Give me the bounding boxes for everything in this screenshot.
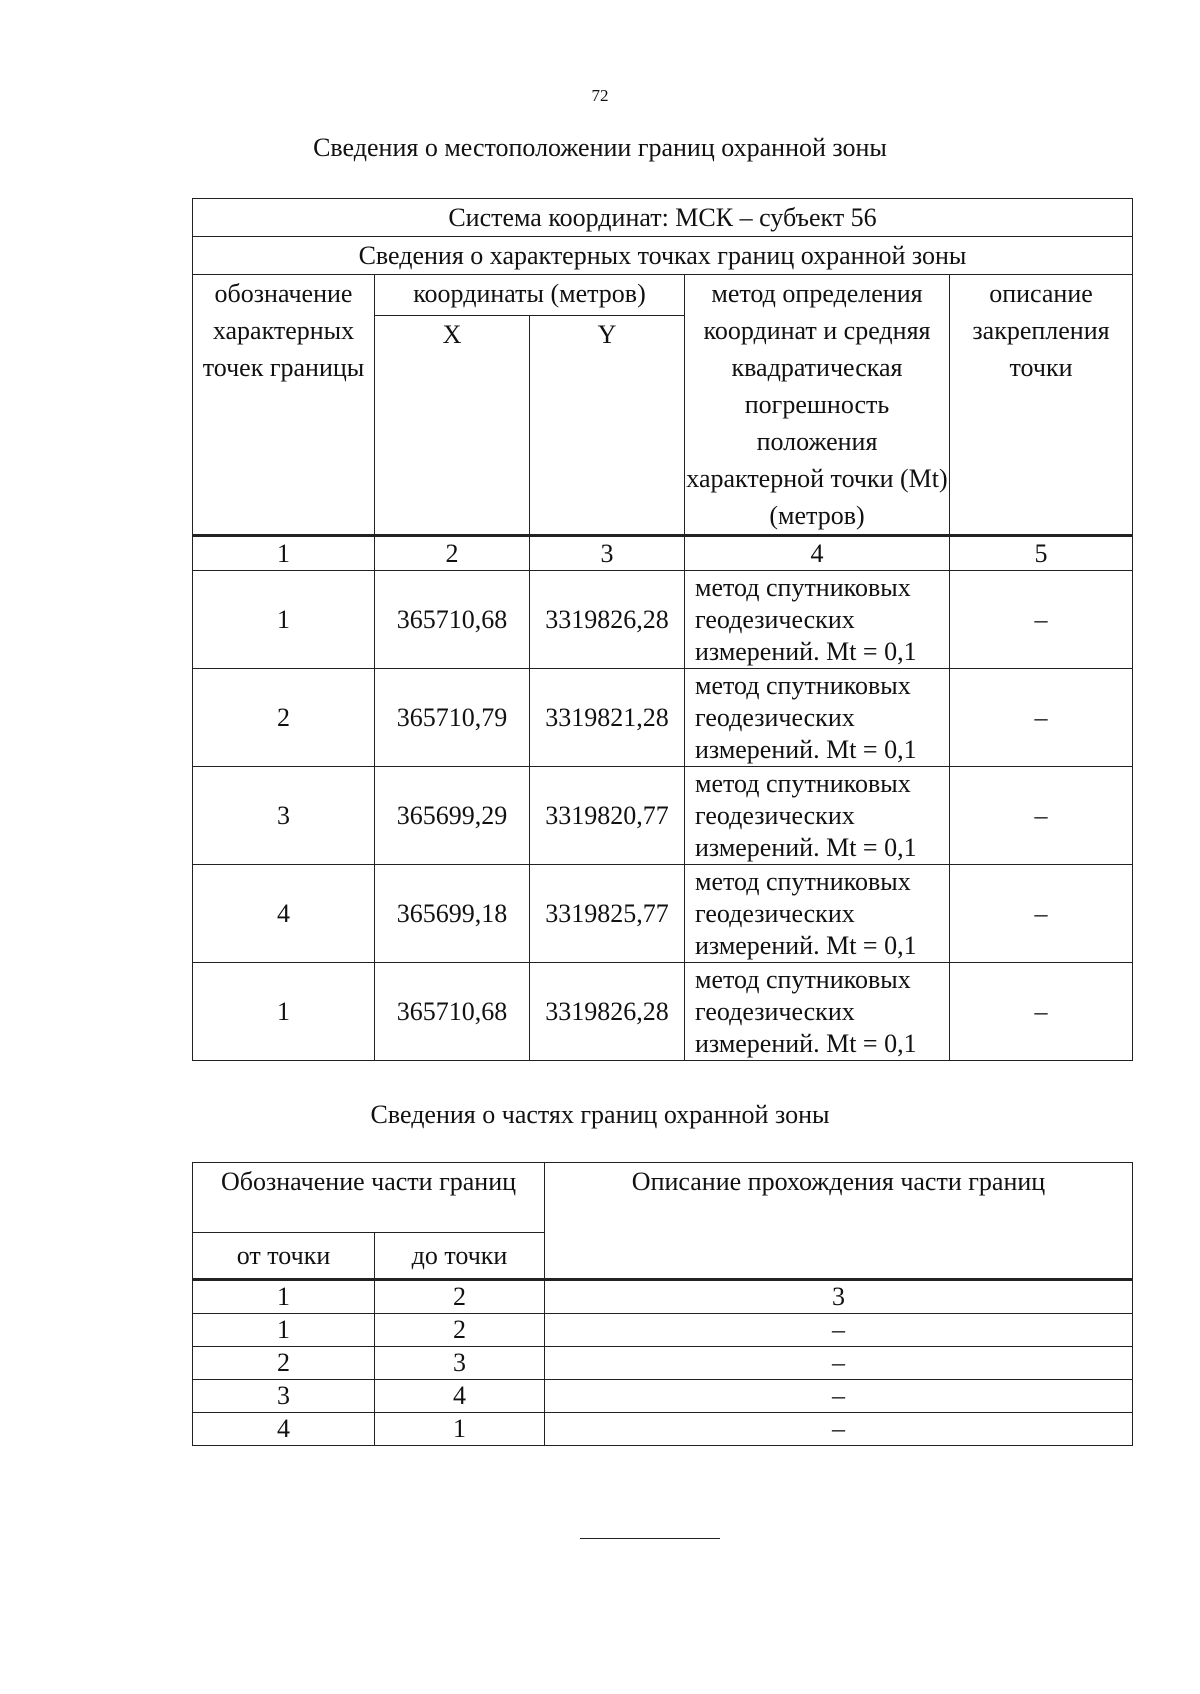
method-cell: метод спутниковых геодезических измерений. Mt = 0,1: [685, 963, 950, 1061]
end-divider: [580, 1538, 720, 1539]
col-number: 3: [545, 1280, 1133, 1314]
point-cell: 3: [193, 767, 375, 865]
col-header-method: метод определения координат и средняя квадратическая погрешность положения характерной точки (Mt) (метров): [685, 275, 950, 536]
table-row: [193, 1347, 1133, 1380]
table-row: [193, 767, 1133, 865]
point-cell: 1: [193, 963, 375, 1061]
section-heading-boundaries: Сведения о местоположении границ охранной зоны: [313, 133, 887, 162]
y-cell: 3319820,77: [530, 767, 685, 865]
page-number: 72: [591, 86, 609, 105]
from-cell: 1: [193, 1314, 375, 1347]
from-cell: 3: [193, 1380, 375, 1413]
boundary-parts-table: [192, 1162, 1133, 1446]
table-row: [193, 1314, 1133, 1347]
col-number: 5: [950, 536, 1133, 571]
x-cell: 365710,68: [375, 571, 530, 669]
col-header-description: описание закрепления точки: [950, 275, 1133, 536]
col-number: 2: [375, 1280, 545, 1314]
method-cell: метод спутниковых геодезических измерений. Mt = 0,1: [685, 767, 950, 865]
col-number: 4: [685, 536, 950, 571]
x-cell: 365710,68: [375, 963, 530, 1061]
table-row: [193, 865, 1133, 963]
table-row: [193, 571, 1133, 669]
from-cell: 4: [193, 1413, 375, 1446]
y-cell: 3319826,28: [530, 963, 685, 1061]
method-cell: метод спутниковых геодезических измерений. Mt = 0,1: [685, 669, 950, 767]
x-cell: 365710,79: [375, 669, 530, 767]
col-header-part-description: Описание прохождения части границ: [545, 1163, 1133, 1280]
part-description-cell: –: [545, 1347, 1133, 1380]
col-number: 2: [375, 536, 530, 571]
col-header-from: от точки: [193, 1233, 375, 1280]
col-header-designation: обозначение характерных точек границы: [193, 275, 375, 536]
col-header-part-designation: Обозначение части границ: [193, 1163, 545, 1233]
description-cell: –: [950, 571, 1133, 669]
col-number: 1: [193, 536, 375, 571]
from-cell: 2: [193, 1347, 375, 1380]
y-cell: 3319825,77: [530, 865, 685, 963]
to-cell: 3: [375, 1347, 545, 1380]
y-cell: 3319821,28: [530, 669, 685, 767]
table-row: [193, 1380, 1133, 1413]
x-cell: 365699,29: [375, 767, 530, 865]
section-heading-parts: Сведения о частях границ охранной зоны: [370, 1100, 830, 1129]
table-row: [193, 1413, 1133, 1446]
method-cell: метод спутниковых геодезических измерений. Mt = 0,1: [685, 865, 950, 963]
table-row: [193, 963, 1133, 1061]
x-cell: 365699,18: [375, 865, 530, 963]
col-number: 1: [193, 1280, 375, 1314]
boundary-points-table: [192, 198, 1133, 1061]
point-cell: 2: [193, 669, 375, 767]
col-header-y: Y: [530, 315, 685, 535]
to-cell: 1: [375, 1413, 545, 1446]
method-cell: метод спутниковых геодезических измерений. Mt = 0,1: [685, 571, 950, 669]
description-cell: –: [950, 669, 1133, 767]
col-header-to: до точки: [375, 1233, 545, 1280]
col-header-coordinates: координаты (метров): [375, 275, 685, 316]
points-title-cell: Сведения о характерных точках границ охранной зоны: [193, 237, 1133, 275]
col-number: 3: [530, 536, 685, 571]
description-cell: –: [950, 865, 1133, 963]
part-description-cell: –: [545, 1314, 1133, 1347]
col-header-x: X: [375, 315, 530, 535]
point-cell: 1: [193, 571, 375, 669]
description-cell: –: [950, 963, 1133, 1061]
point-cell: 4: [193, 865, 375, 963]
to-cell: 4: [375, 1380, 545, 1413]
coord-system-cell: Система координат: МСК – субъект 56: [193, 199, 1133, 237]
part-description-cell: –: [545, 1380, 1133, 1413]
to-cell: 2: [375, 1314, 545, 1347]
table-row: [193, 669, 1133, 767]
part-description-cell: –: [545, 1413, 1133, 1446]
description-cell: –: [950, 767, 1133, 865]
y-cell: 3319826,28: [530, 571, 685, 669]
